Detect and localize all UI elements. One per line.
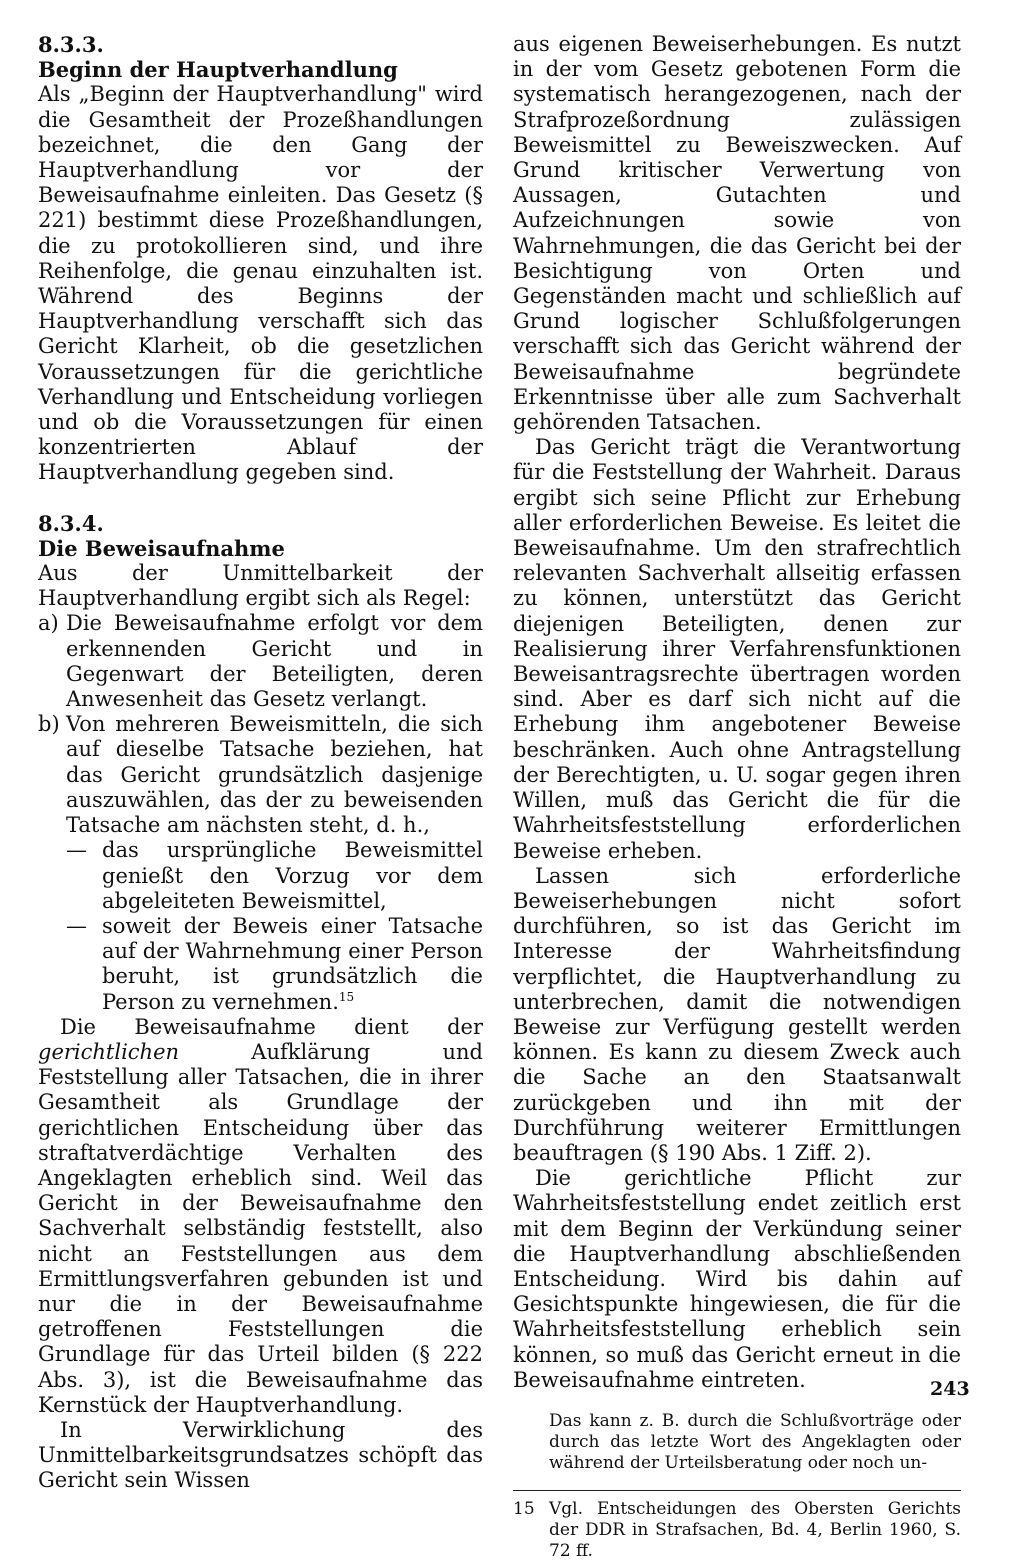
emphasis-gerichtlichen: gerichtlichen [38, 1039, 180, 1064]
paragraph-beweisaufnahme-rest: Aufklärung und Feststellung aller Tatsachen, die in ihrer Gesamtheit als Grundlage der gerichtlichen Entscheidung über das straftatverdächtige Verhalten des Angeklagten erheblich sind. Weil das Gericht in der Beweisaufnahme den Sachverhalt selbständig feststellt, also nicht an Feststellungen aus dem Ermittlungsverfahren gebunden ist und nur die in der Beweisaufnahme getroffenen Feststellungen die Grundlage für das Urteil bilden (§ 222 Abs. 3), ist die Beweisaufnahme das Kernstück der Hauptverhandlung. [38, 1039, 483, 1417]
section-number-833: 8.3.3. [38, 32, 104, 57]
dash-item-2 [38, 914, 483, 1015]
list-text-a: Die Beweisaufnahme erfolgt vor dem erkennenden Gericht und in Gegenwart der Beteiligten, deren Anwesenheit das Gesetz verlangt. [66, 611, 483, 712]
dash-marker-2: — [66, 913, 87, 938]
paragraph-beweisaufnahme-start: Die Beweisaufnahme dient der [60, 1014, 483, 1039]
footnote-text: Vgl. Entscheidungen des Obersten Gerichts der DDR in Strafsachen, Bd. 4, Berlin 1960, S. 72 ff. [549, 1498, 961, 1561]
footnote-15 [513, 1499, 961, 1562]
section-title-833: Beginn der Hauptverhandlung [38, 57, 398, 83]
list-item-a [38, 611, 483, 712]
paragraph-unmittelbarkeit: In Verwirklichung des Unmittelbarkeitsgrundsatzes schöpft das Gericht sein Wissen [38, 1417, 483, 1493]
dash-marker-1: — [66, 838, 87, 863]
paragraph-beweiserhebungen: aus eigenen Beweiserhebungen. Es nutzt in der vom Gesetz gebotenen Form die systematisch herangezogenen, nach der Strafprozeßordnung zulässigen Beweismittel zu Beweiszwecken. Auf Grund kritischer Verwertung von Aussagen, Gutachten und Aufzeichnungen sowie von Wahrnehmungen, die das Gericht bei der Besichtigung von Orten und Gegenständen macht und schließlich auf Grund logischer Schlußfolgerungen verschafft sich das Gericht während der Beweisaufnahme begründete Erkenntnisse über alle zum Sachverhalt gehörenden Tatsachen. [513, 32, 961, 435]
paragraph-verantwortung: Das Gericht trägt die Verantwortung für die Feststellung der Wahrheit. Daraus ergibt sich seine Pflicht zur Erhebung aller erforderlichen Beweise. Es leitet die Beweisaufnahme. Um den strafrechtlich relevanten Sachverhalt allseitig erfassen zu können, unterstützt das Gericht diejenigen Beteiligten, denen zur Realisierung ihrer Verfahrensfunktionen Beweisantragsrechte übertragen worden sind. Aber es darf sich nicht auf die Erhebung ihm angebotener Beweise beschränken. Auch ohne Antragstellung der Berechtigten, u. U. sogar gegen ihren Willen, muß das Gericht die für die Wahrheitsfeststellung erforderlichen Beweise erheben. [513, 435, 961, 863]
paragraph-beweisaufnahme [38, 1015, 483, 1418]
section-number-834: 8.3.4. [38, 510, 104, 536]
dash-text-2-content: soweit der Beweis einer Tatsache auf der Wahrnehmung einer Person beruht, ist grundsätzlich die Person zu vernehmen. [102, 913, 483, 1014]
dash-item-1 [38, 838, 483, 914]
footnote-divider [513, 1490, 961, 1491]
paragraph-intro: Aus der Unmittelbarkeit der Hauptverhandlung ergibt sich als Regel: [38, 561, 483, 611]
list-marker-b: b) [38, 712, 60, 737]
list-item-b [38, 712, 483, 838]
footnote-ref-15[interactable]: 15 [338, 989, 355, 1004]
section-gap [38, 486, 483, 511]
section-title-834: Die Beweisaufnahme [38, 535, 285, 561]
paragraph-wahrheitsfeststellung: Die gerichtliche Pflicht zur Wahrheitsfeststellung endet zeitlich erst mit dem Beginn der Verkündung seiner die Hauptverhandlung abschließenden Entscheidung. Wird bis dahin auf Gesichtspunkte hingewiesen, die für die Wahrheitsfeststellung erheblich sein können, so muß das Gericht erneut in die Beweisaufnahme eintreten. [513, 1166, 961, 1392]
list-marker-a: a) [38, 611, 59, 636]
dash-text-1: das ursprüngliche Beweismittel genießt den Vorzug vor dem abgeleiteten Beweismittel, [102, 838, 483, 913]
paragraph-beginn: Als „Beginn der Hauptverhandlung" wird die Gesamtheit der Prozeßhandlungen bezeichnet, die den Gang der Hauptverhandlung vor der Beweisaufnahme einleiten. Das Gesetz (§ 221) bestimmt diese Prozeßhandlungen, die zu protokollieren sind, und ihre Reihenfolge, die genau einzuhalten ist. Während des Beginns der Hauptverhandlung verschafft sich das Gericht Klarheit, ob die gesetzlichen Voraussetzungen für die gerichtliche Verhandlung und Entscheidung vorliegen und ob die Voraussetzungen für einen konzentrierten Ablauf der Hauptverhandlung gegeben sind. [38, 82, 483, 485]
paragraph-unterbrechung: Lassen sich erforderliche Beweiserhebungen nicht sofort durchführen, so ist das Gericht im Interesse der Wahrheitsfindung verpflichtet, die Hauptverhandlung zu unterbrechen, damit die notwendigen Beweise zur Verfügung gestellt werden können. Es kann zu diesem Zweck auch die Sache an den Staatsanwalt zurückgeben und ihn mit der Durchführung weiterer Ermittlungen beauftragen (§ 190 Abs. 1 Ziff. 2). [513, 863, 961, 1165]
left-column [38, 32, 483, 1494]
list-text-b: Von mehreren Beweismitteln, die sich auf dieselbe Tatsache beziehen, hat das Gericht grundsätzlich dasjenige auszuwählen, das der zu beweisenden Tatsache am nächsten steht, d. h., [66, 712, 483, 838]
footnote-number: 15 [513, 1498, 535, 1519]
page-number: 243 [930, 1378, 970, 1400]
right-column [513, 32, 961, 1562]
small-print-paragraph: Das kann z. B. durch die Schlußvorträge oder durch das letzte Wort des Angeklagten oder während der Urteilsberatung oder noch un- [549, 1410, 961, 1473]
dash-text-2 [102, 914, 483, 1015]
